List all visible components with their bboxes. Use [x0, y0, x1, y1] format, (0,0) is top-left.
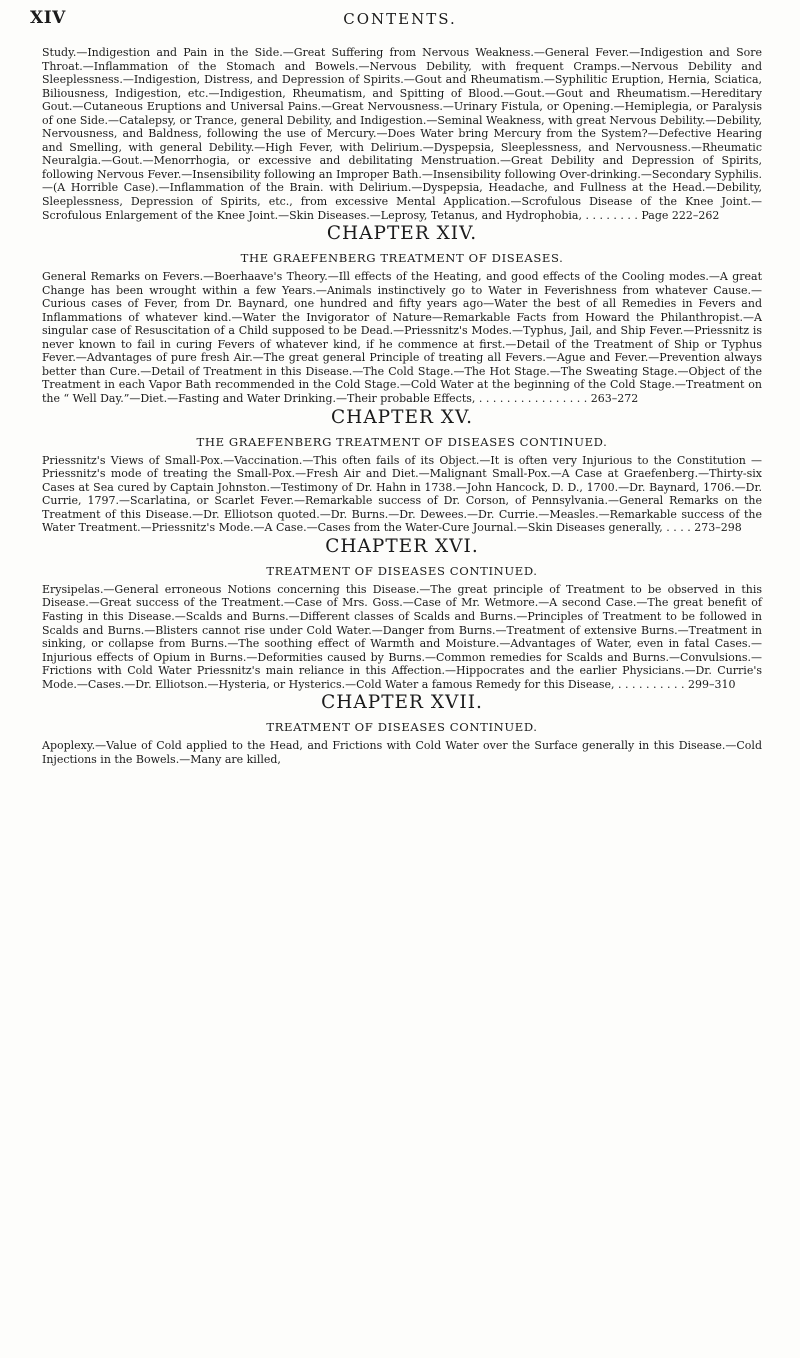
chapter-summary-text: Apoplexy.—Value of Cold applied to the Head, and Frictions with Cold Water over the Surface generally in this Disease.—Cold Injections in the Bowels.—Many are killed, [42, 739, 762, 766]
chapter-page-range: . . . . . . . . . . 299–310 [618, 677, 736, 691]
chapter-title: CHAPTER XIV. [326, 223, 478, 245]
chapter-summary [42, 454, 762, 535]
running-head: CONTENTS. [343, 10, 457, 28]
chapter-subtitle: TREATMENT OF DISEASES CONTINUED. [266, 720, 538, 735]
page-folio: XIV [30, 8, 66, 28]
chapter-subtitle: THE GRAEFENBERG TREATMENT OF DISEASES. [240, 251, 564, 266]
chapter-page-range: . . . . 273–298 [666, 521, 742, 535]
page-header [30, 8, 770, 34]
chapter-summary [42, 583, 762, 691]
intro-paragraph [42, 46, 762, 222]
chapter-page-range: . . . . . . . . . . . . . . . . 263–272 [478, 392, 639, 406]
contents-body [42, 46, 762, 766]
chapter-summary-text: Priessnitz's Views of Small-Pox.—Vaccination.—This often fails of its Object.—It is often very Injurious to the Constitution —Priessnitz's mode of treating the Small-Pox.—Fresh Air and Diet.—Malignant Small-Pox.—A Case at Graefenberg.—Thirty-six Cases at Sea cured by Captain Johnston.—Testimony of Dr. Hahn in 1738.—John Hancock, D. D., 1700.—Dr. Baynard, 1706.—Dr. Currie, 1797.—Scarlatina, or Scarlet Fever.—Remarkable success of Dr. Corson, of Pennsylvania.—General Remarks on the Treatment of this Disease.—Dr. Elliotson quoted.—Dr. Burns.—Dr. Dewees.—Dr. Currie.—Measles.—Remarkable success of the Water Treatment.—Priessnitz's Mode.—A Case.—Cases from the Water-Cure Journal.—Skin Diseases generally, [42, 453, 762, 535]
chapter-subtitle: THE GRAEFENBERG TREATMENT OF DISEASES CONTINUED. [196, 434, 608, 449]
chapter-title: CHAPTER XV. [331, 406, 473, 428]
chapter-summary [42, 739, 762, 766]
chapter-title: CHAPTER XVI. [325, 535, 479, 557]
chapter-summary-text: Erysipelas.—General erroneous Notions concerning this Disease.—The great principle of Treatment to be observed in this Disease.—Great success of the Treatment.—Case of Mrs. Goss.—Case of Mr. Wetmore.—A second Case.—The great benefit of Fasting in this Disease.—Scalds and Burns.—Different classes of Scalds and Burns.—Principles of Treatment to be followed in Scalds and Burns.—Blisters cannot rise under Cold Water.—Danger from Burns.—Treatment of extensive Burns.—Treatment in sinking, or collapse from Burns.—The soothing effect of Warmth and Moisture.—Advantages of Water, even in fatal Cases.—Injurious effects of Opium in Burns.—Deformities caused by Burns.—Common remedies for Scalds and Burns.—Convulsions.—Frictions with Cold Water Priessnitz's main reliance in this Affection.—Hippocrates and the earlier Physicians.—Dr. Currie's Mode.—Cases.—Dr. Elliotson.—Hysteria, or Hysterics.—Cold Water a famous Remedy for this Disease, [42, 582, 762, 691]
chapter-summary-text: General Remarks on Fevers.—Boerhaave's Theory.—Ill effects of the Heating, and good effects of the Cooling modes.—A great Change has been wrought within a few Years.—Animals instinctively go to Water in Feverishness from whatever Cause.—Curious cases of Fever, from Dr. Baynard, one hundred and fifty years ago—Water the best of all Remedies in Fevers and Inflammations of whatever kind.—Water the Invigorator of Nature—Remarkable Facts from Howard the Philanthropist.—A singular case of Resuscitation of a Child supposed to be Dead.—Priessnitz's Modes.—Typhus, Jail, and Ship Fever.—Priessnitz is never known to fail in curing Fevers of whatever kind, if he commence at first.—Detail of the Treatment of Ship or Typhus Fever.—Advantages of pure fresh Air.—The great general Principle of treating all Fevers.—Ague and Fever.—Prevention always better than Cure.—Detail of Treatment in this Disease.—The Cold Stage.—The Hot Stage.—The Sweating Stage.—Object of the Treatment in each Vapor Bath recommended in the Cold Stage.—Cold Water at the beginning of the Cold Stage.—Treatment on the “ Well Day.”—Diet.—Fasting and Water Drinking.—Their probable Effects, [42, 270, 762, 406]
intro-page-range: . . . . . . . . Page 222–262 [585, 208, 720, 222]
chapter-title: CHAPTER XVII. [321, 692, 483, 714]
chapter-summary [42, 270, 762, 405]
intro-text: Study.—Indigestion and Pain in the Side.—Great Suffering from Nervous Weakness.—General Fever.—Indigestion and Sore Throat.—Inflammation of the Stomach and Bowels.—Nervous Debility, with frequent Cramps.—Nervous Debility and Sleeplessness.—Indigestion, Distress, and Depression of Spirits.—Gout and Rheumatism.—Syphilitic Eruption, Hernia, Sciatica, Biliousness, Indigestion, etc.—Indigestion, Rheumatism, and Spitting of Blood.—Gout.—Gout and Rheumatism.—Hereditary Gout.—Cutaneous Eruptions and Universal Pains.—Great Nervousness.—Urinary Fistula, or Opening.—Hemiplegia, or Paralysis of one Side.—Catalepsy, or Trance, general Debility, and Indigestion.—Seminal Weakness, with great Nervous Debility.—Debility, Nervousness, and Baldness, following the use of Mercury.—Does Water bring Mercury from the System?—Defective Hearing and Smelling, with general Debility.—High Fever, with Delirium.—Dyspepsia, Sleeplessness, and Nervousness.—Rheumatic Neuralgia.—Gout.—Menorrhogia, or excessive and debilitating Menstruation.—Great Debility and Depression of Spirits, following Nervous Fever.—Insensibility following an Improper Bath.—Insensibility following Over-drinking.—Secondary Syphilis.—(A Horrible Case).—Inflammation of the Brain. with Delirium.—Dyspepsia, Headache, and Fullness at the Head.—Debility, Sleeplessness, Depression of Spirits, etc., from excessive Mental Application.—Scrofulous Disease of the Knee Joint.—Scrofulous Enlargement of the Knee Joint.—Skin Diseases.—Leprosy, Tetanus, and Hydrophobia, [42, 46, 762, 222]
chapter-subtitle: TREATMENT OF DISEASES CONTINUED. [266, 563, 538, 578]
